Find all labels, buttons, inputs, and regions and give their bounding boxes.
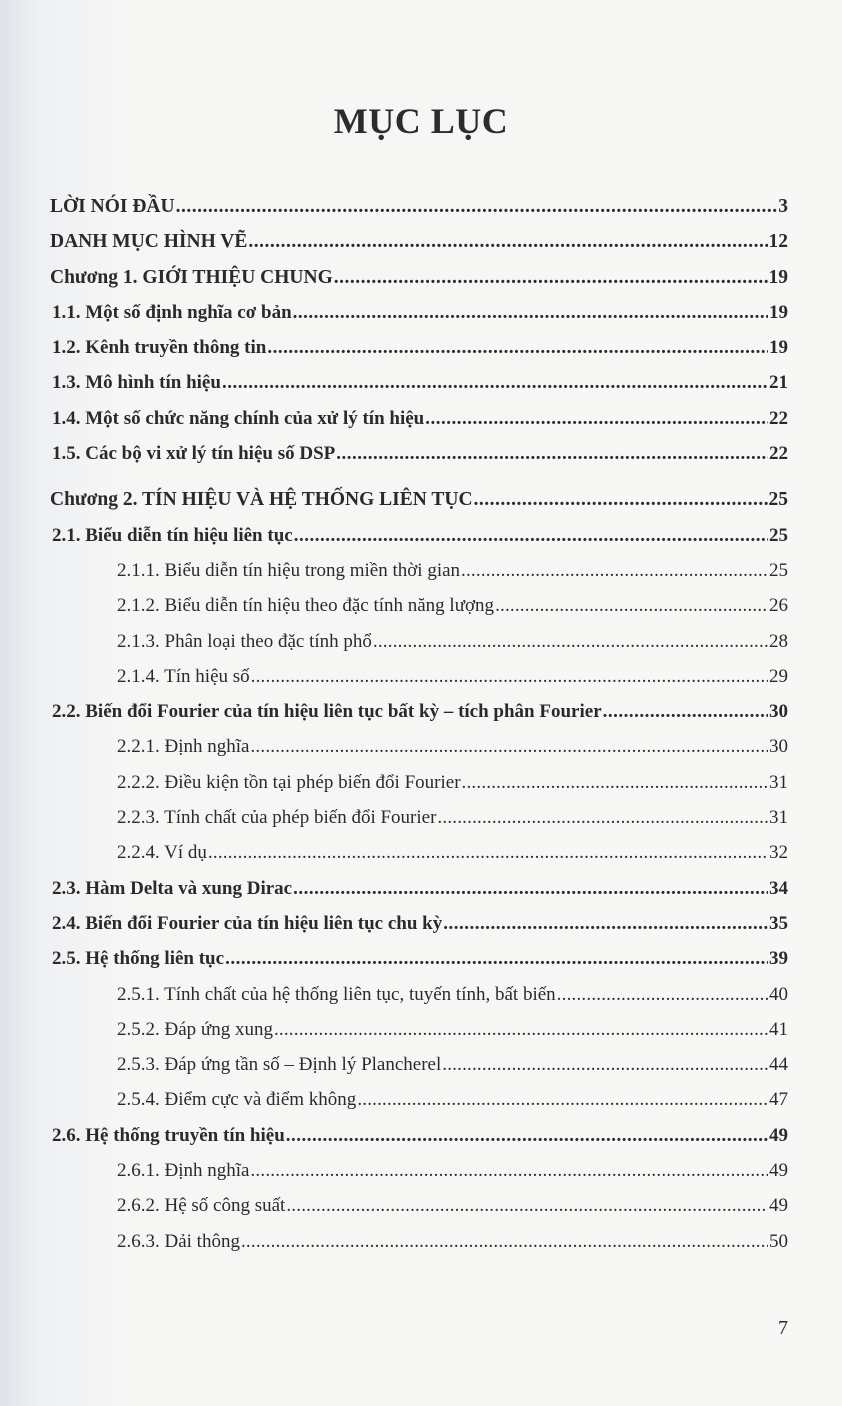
toc-entry bbox=[50, 910, 788, 945]
dot-leader bbox=[603, 698, 768, 726]
dot-leader bbox=[248, 228, 767, 256]
toc-entry bbox=[50, 1051, 788, 1086]
toc-entry bbox=[50, 592, 788, 627]
dot-leader bbox=[222, 369, 768, 397]
toc-entry-page: 50 bbox=[769, 1230, 788, 1252]
toc-entry-page: 32 bbox=[769, 842, 788, 864]
toc-entry bbox=[50, 557, 788, 592]
toc-entry-title: 2.5.1. Tính chất của hệ thống liên tục, tuyến tính, bất biến bbox=[117, 983, 556, 1005]
toc-entry bbox=[50, 522, 788, 557]
toc-entry-title: Chương 2. TÍN HIỆU VÀ HỆ THỐNG LIÊN TỤC bbox=[50, 489, 473, 511]
toc-entry-title: Chương 1. GIỚI THIỆU CHUNG bbox=[50, 266, 333, 288]
toc-entry bbox=[50, 698, 788, 733]
dot-leader bbox=[373, 628, 768, 656]
toc-entry-title: 2.6.1. Định nghĩa bbox=[117, 1160, 250, 1182]
toc-entry bbox=[50, 440, 788, 475]
toc-entry-page: 40 bbox=[769, 983, 788, 1005]
toc-entry-title: 1.1. Một số định nghĩa cơ bản bbox=[52, 301, 292, 323]
toc-entry-page: 49 bbox=[769, 1195, 788, 1217]
dot-leader bbox=[437, 804, 768, 832]
toc-entry-page: 25 bbox=[769, 524, 788, 546]
toc-entry bbox=[50, 945, 788, 980]
toc-entry-page: 29 bbox=[769, 665, 788, 687]
toc-entry-title: 2.6.3. Dải thông bbox=[117, 1230, 240, 1252]
toc-entry-title: 2.5.4. Điểm cực và điểm không bbox=[117, 1089, 357, 1111]
toc-entry bbox=[50, 1122, 788, 1157]
toc-entry-title: 1.4. Một số chức năng chính của xử lý tín hiệu bbox=[52, 407, 425, 429]
dot-leader bbox=[461, 557, 768, 585]
dot-leader bbox=[225, 945, 768, 973]
toc-entry-page: 25 bbox=[769, 559, 788, 581]
dot-leader bbox=[443, 910, 768, 938]
toc-entry-page: 49 bbox=[769, 1124, 788, 1146]
toc-entry-title: DANH MỤC HÌNH VẼ bbox=[50, 231, 248, 253]
dot-leader bbox=[250, 733, 768, 761]
dot-leader bbox=[286, 1192, 768, 1220]
toc-entry-page: 44 bbox=[769, 1054, 788, 1076]
toc-entry-page: 47 bbox=[769, 1089, 788, 1111]
dot-leader bbox=[557, 981, 768, 1009]
toc-entry-page: 19 bbox=[769, 301, 788, 323]
dot-leader bbox=[241, 1228, 768, 1256]
toc-entry-title: 2.6.2. Hệ số công suất bbox=[117, 1195, 286, 1217]
toc-entry-page: 30 bbox=[769, 701, 788, 723]
dot-leader bbox=[208, 839, 768, 867]
page-title: MỤC LỤC bbox=[333, 101, 509, 141]
dot-leader bbox=[462, 769, 768, 797]
toc-entry-title: 2.5.3. Đáp ứng tần số – Định lý Plancherel bbox=[117, 1054, 442, 1076]
toc-entry bbox=[50, 733, 788, 768]
toc-entry-page: 19 bbox=[769, 337, 788, 359]
toc-entry bbox=[50, 804, 788, 839]
toc-entry-page: 49 bbox=[769, 1160, 788, 1182]
toc-entry-title: 2.3. Hàm Delta và xung Dirac bbox=[52, 877, 293, 899]
toc-entry bbox=[50, 369, 788, 404]
toc-entry-title: 2.5. Hệ thống liên tục bbox=[52, 948, 225, 970]
dot-leader bbox=[267, 334, 768, 362]
dot-leader bbox=[336, 440, 768, 468]
toc-entry bbox=[50, 1228, 788, 1263]
toc-entry-page: 22 bbox=[769, 407, 788, 429]
table-of-contents bbox=[50, 193, 788, 1263]
toc-entry bbox=[50, 1086, 788, 1121]
dot-leader bbox=[293, 875, 768, 903]
toc-entry-title: 2.2.4. Ví dụ bbox=[117, 842, 207, 864]
dot-leader bbox=[425, 405, 768, 433]
dot-leader bbox=[274, 1016, 768, 1044]
toc-entry bbox=[50, 981, 788, 1016]
page-number: 7 bbox=[778, 1317, 788, 1339]
dot-leader bbox=[251, 663, 768, 691]
toc-entry bbox=[50, 486, 788, 521]
toc-entry bbox=[50, 769, 788, 804]
toc-entry-page: 35 bbox=[769, 912, 788, 934]
dot-leader bbox=[293, 299, 768, 327]
toc-entry bbox=[50, 228, 788, 263]
toc-entry-page: 3 bbox=[778, 196, 788, 217]
toc-entry bbox=[50, 628, 788, 663]
toc-entry bbox=[50, 405, 788, 440]
toc-entry-page: 39 bbox=[769, 948, 788, 970]
toc-entry-title: 2.5.2. Đáp ứng xung bbox=[117, 1018, 273, 1040]
toc-entry bbox=[50, 193, 788, 228]
toc-entry-title: 2.1.3. Phân loại theo đặc tính phổ bbox=[117, 630, 372, 652]
toc-entry-title: 1.2. Kênh truyền thông tin bbox=[52, 337, 267, 359]
toc-entry-title: 2.2.2. Điều kiện tồn tại phép biến đổi Fourier bbox=[117, 771, 461, 793]
toc-entry-title: 2.2.3. Tính chất của phép biến đổi Fourier bbox=[117, 807, 437, 829]
toc-entry-page: 12 bbox=[768, 231, 788, 253]
toc-entry-title: 2.1.4. Tín hiệu số bbox=[117, 665, 250, 687]
toc-entry bbox=[50, 1157, 788, 1192]
dot-leader bbox=[495, 592, 768, 620]
dot-leader bbox=[442, 1051, 768, 1079]
toc-entry-page: 34 bbox=[769, 877, 788, 899]
dot-leader bbox=[250, 1157, 768, 1185]
toc-entry bbox=[50, 299, 788, 334]
toc-entry bbox=[50, 663, 788, 698]
toc-entry bbox=[50, 334, 788, 369]
dot-leader bbox=[357, 1086, 768, 1114]
toc-entry bbox=[50, 875, 788, 910]
toc-entry-title: 1.3. Mô hình tín hiệu bbox=[52, 372, 221, 394]
toc-entry-title: 2.4. Biến đổi Fourier của tín hiệu liên tục chu kỳ bbox=[52, 912, 443, 934]
toc-entry-title: 2.2. Biến đổi Fourier của tín hiệu liên tục bất kỳ – tích phân Fourier bbox=[52, 701, 602, 723]
toc-entry-page: 22 bbox=[769, 443, 788, 465]
toc-entry bbox=[50, 1192, 788, 1227]
toc-entry-page: 41 bbox=[769, 1018, 788, 1040]
toc-entry-page: 30 bbox=[769, 736, 788, 758]
toc-entry-page: 25 bbox=[768, 489, 788, 511]
toc-entry bbox=[50, 839, 788, 874]
toc-entry-page: 26 bbox=[769, 595, 788, 617]
toc-entry-title: 1.5. Các bộ vi xử lý tín hiệu số DSP bbox=[52, 443, 336, 465]
toc-entry-title: 2.2.1. Định nghĩa bbox=[117, 736, 250, 758]
toc-entry-title: 2.1.1. Biểu diễn tín hiệu trong miền thời gian bbox=[117, 559, 461, 581]
toc-entry-title: LỜI NÓI ĐẦU bbox=[50, 196, 175, 217]
dot-leader bbox=[334, 264, 768, 292]
toc-entry-page: 28 bbox=[769, 630, 788, 652]
dot-leader bbox=[176, 193, 778, 221]
dot-leader bbox=[294, 522, 768, 550]
toc-entry bbox=[50, 1016, 788, 1051]
toc-entry-page: 31 bbox=[769, 771, 788, 793]
toc-entry-title: 2.6. Hệ thống truyền tín hiệu bbox=[52, 1124, 285, 1146]
toc-entry-page: 21 bbox=[769, 372, 788, 394]
toc-entry-title: 2.1. Biểu diễn tín hiệu liên tục bbox=[52, 524, 293, 546]
toc-entry-title: 2.1.2. Biểu diễn tín hiệu theo đặc tính năng lượng bbox=[117, 595, 495, 617]
toc-entry-page: 19 bbox=[768, 266, 788, 288]
dot-leader bbox=[474, 486, 768, 514]
dot-leader bbox=[286, 1122, 768, 1150]
toc-entry bbox=[50, 264, 788, 299]
toc-entry-page: 31 bbox=[769, 807, 788, 829]
